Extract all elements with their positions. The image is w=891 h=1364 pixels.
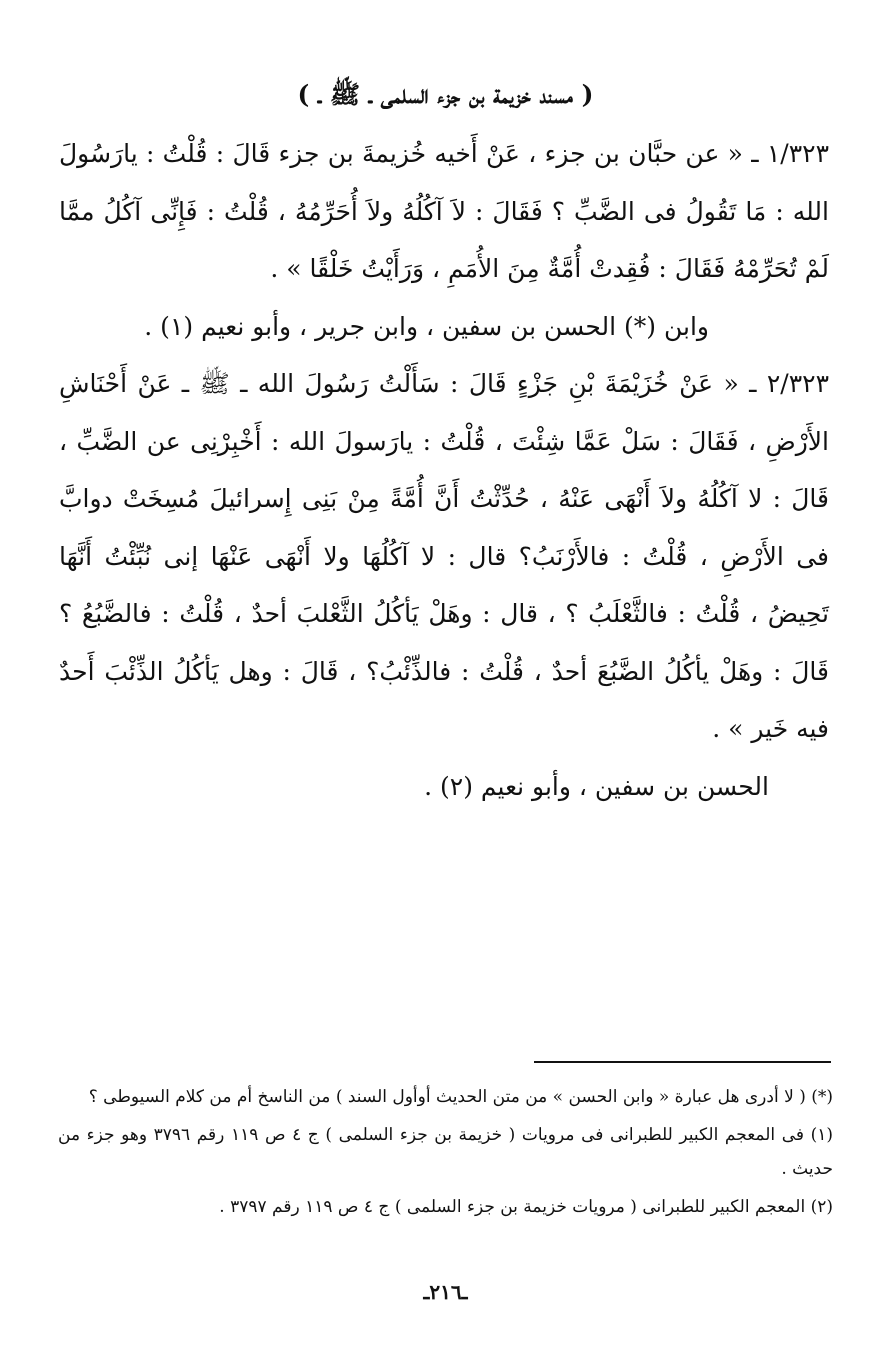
page-number: ـ٢١٦ـ (423, 1280, 468, 1304)
footnote-1: (١) فى المعجم الكبير للطبرانى فى مرويات ( خزيمة بن جزء السلمى ) ج ٤ ص ١١٩ رقم ٣٧٩٦ وهو جزء من حديث . (58, 1125, 833, 1179)
footnote-2: (٢) المعجم الكبير للطبرانى ( مرويات خزيمة بن جزء السلمى ) ج ٤ ص ١١٩ رقم ٣٧٩٧ . (219, 1197, 833, 1217)
footnote-asterisk: (*) ( لا أدرى هل عبارة « وابن الحسن » من متن الحديث أوأول السند ) من الناسخ أم من كلام السيوطى ؟ (88, 1087, 833, 1107)
hadith-1-text: ١/٣٢٣ ـ « عن حبَّان بن جزء ، عَنْ أَخيه خُزيمةَ بن جزء قَالَ : قُلْتُ : يارَسُولَ الله : مَا تَقُولُ فى الضَّبِّ ؟ فَقَالَ : لاَ آكُلُهُ ولاَ أُحَرِّمُهُ ، قُلْتُ : فَإِنِّى آكُلُ ممَّا لَمْ تُحَرِّمْهُ فَقَالَ : فُقِدتْ أُمَّةٌ مِنَ الأُمَمِ ، وَرَأَيْتُ خَلْقًا » . (59, 139, 829, 283)
footnotes (58, 1080, 833, 1228)
section-heading: ( مسند خزيمة بن جزء السلمى ـ ﷺ ـ ) (297, 80, 594, 109)
main-text (59, 125, 829, 815)
hadith-1-source: وابن (*) الحسن بن سفين ، وابن جرير ، وأبو نعيم (١) . (144, 311, 709, 341)
hadith-2-text: ٢/٣٢٣ ـ « عَنْ خُزَيْمَةَ بْنِ جَزْءٍ قَالَ : سَأَلْتُ رَسُولَ الله ـ ﷺ ـ عَنْ أَحْنَاشِ الأَرْضِ ، فَقَالَ : سَلْ عَمَّا شِئْتَ ، قُلْتُ : يارَسولَ الله : أَخْبِرْنِى عن الضَّبِّ ، قَالَ : لا آكُلُهُ ولاَ أَنْهَى عَنْهُ ، حُدِّثْتُ أَنَّ أُمَّةً مِنْ بَنِى إِسرائيلَ مُسِخَتْ دوابَّ فى الأَرْضِ ، قُلْتُ : فالأَرْنَبُ؟ قال : لا آكُلُهَا ولا أَنْهَى عَنْهَا إنى نُبِّئْتُ أَنَّهَا تَحِيضُ ، قُلْتُ : فالثَّعْلَبُ ؟ ، قال : وهَلْ يَأكُلُ الثَّعْلبَ أحدٌ ، قُلْتُ : فالضَّبُعُ ؟ قَالَ : وهَلْ يأكُلُ الضَّبُعَ أحدٌ ، قُلْتُ : فالذِّئْبُ؟ ، قَالَ : وهل يَأكُلُ الذِّئْبَ أَحدٌ فيه خَير » . (59, 369, 829, 743)
hadith-2-source: الحسن بن سفين ، وأبو نعيم (٢) . (424, 771, 769, 801)
footnote-divider (534, 1061, 831, 1063)
